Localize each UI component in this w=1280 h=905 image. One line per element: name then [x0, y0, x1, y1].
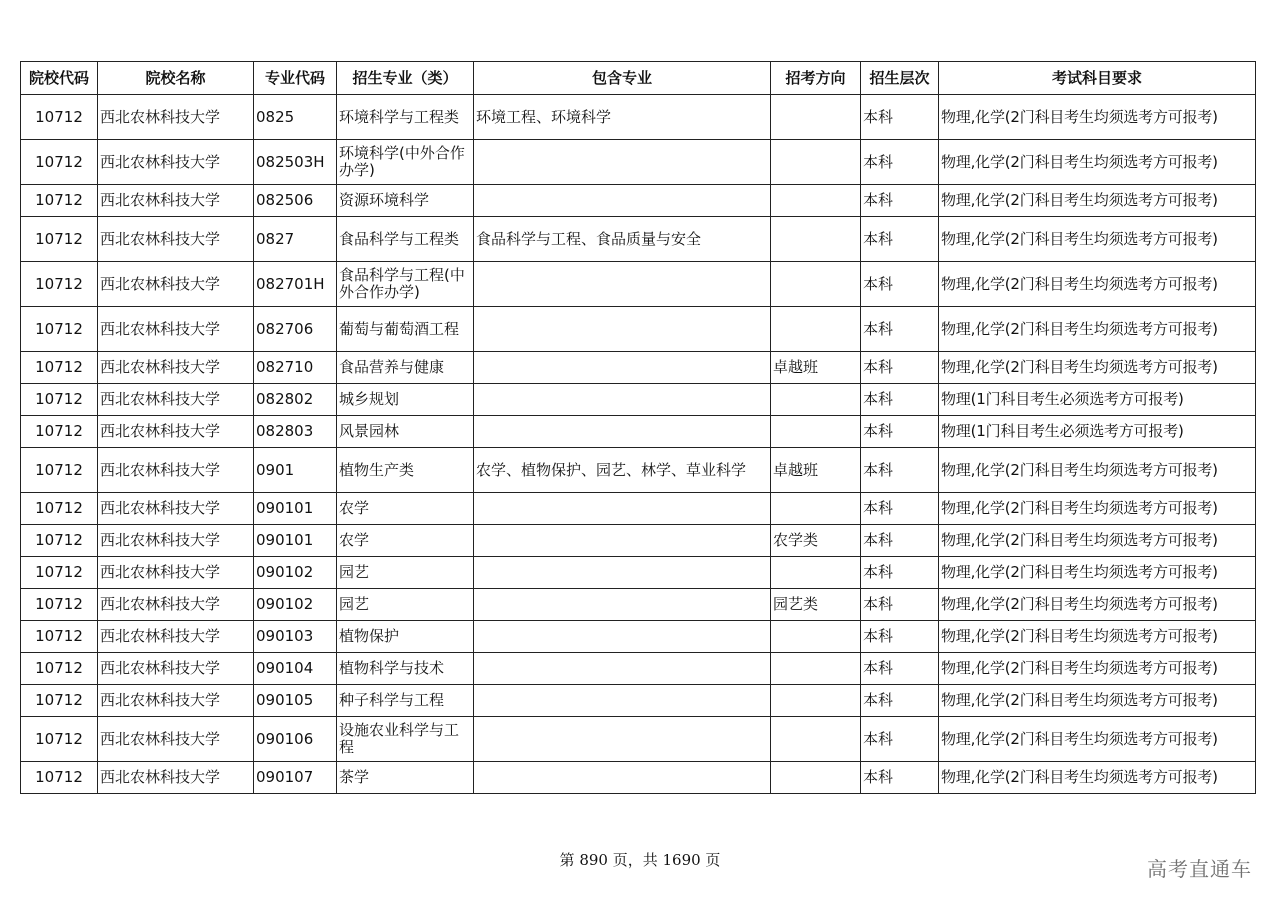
cell-direction: [771, 685, 861, 717]
cell-included-majors: [474, 685, 771, 717]
cell-school-name: 西北农林科技大学: [98, 448, 254, 493]
cell-major-code: 082701H: [254, 262, 337, 307]
cell-subject-requirement: 物理,化学(2门科目考生均须选考方可报考): [939, 493, 1256, 525]
cell-school-code: 10712: [21, 525, 98, 557]
table-row: [21, 653, 1256, 685]
cell-major-code: 082506: [254, 185, 337, 217]
cell-school-code: 10712: [21, 762, 98, 794]
cell-major: 园艺: [337, 589, 474, 621]
cell-direction: [771, 384, 861, 416]
header-subject-requirement: 考试科目要求: [939, 62, 1256, 95]
cell-school-code: 10712: [21, 352, 98, 384]
cell-major-code: 090102: [254, 589, 337, 621]
cell-level: 本科: [861, 416, 939, 448]
cell-school-code: 10712: [21, 653, 98, 685]
cell-major: 资源环境科学: [337, 185, 474, 217]
cell-direction: [771, 493, 861, 525]
cell-level: 本科: [861, 685, 939, 717]
cell-included-majors: [474, 185, 771, 217]
cell-school-name: 西北农林科技大学: [98, 589, 254, 621]
cell-school-name: 西北农林科技大学: [98, 493, 254, 525]
cell-major: 植物生产类: [337, 448, 474, 493]
cell-school-name: 西北农林科技大学: [98, 653, 254, 685]
cell-major-code: 090106: [254, 717, 337, 762]
cell-subject-requirement: 物理,化学(2门科目考生均须选考方可报考): [939, 685, 1256, 717]
cell-major: 环境科学与工程类: [337, 95, 474, 140]
cell-level: 本科: [861, 185, 939, 217]
cell-school-code: 10712: [21, 416, 98, 448]
cell-included-majors: [474, 416, 771, 448]
cell-major: 种子科学与工程: [337, 685, 474, 717]
cell-included-majors: [474, 262, 771, 307]
cell-level: 本科: [861, 217, 939, 262]
cell-school-name: 西北农林科技大学: [98, 185, 254, 217]
cell-school-code: 10712: [21, 493, 98, 525]
table-row: [21, 384, 1256, 416]
cell-level: 本科: [861, 525, 939, 557]
table-row: [21, 448, 1256, 493]
cell-included-majors: [474, 653, 771, 685]
cell-included-majors: [474, 352, 771, 384]
cell-direction: [771, 262, 861, 307]
cell-major-code: 082706: [254, 307, 337, 352]
cell-major: 食品科学与工程(中外合作办学): [337, 262, 474, 307]
table-row: [21, 557, 1256, 589]
cell-major: 食品科学与工程类: [337, 217, 474, 262]
cell-included-majors: [474, 621, 771, 653]
cell-school-name: 西北农林科技大学: [98, 762, 254, 794]
cell-direction: [771, 185, 861, 217]
cell-included-majors: 农学、植物保护、园艺、林学、草业科学: [474, 448, 771, 493]
table-row: [21, 493, 1256, 525]
cell-subject-requirement: 物理,化学(2门科目考生均须选考方可报考): [939, 140, 1256, 185]
cell-major-code: 090104: [254, 653, 337, 685]
cell-level: 本科: [861, 448, 939, 493]
cell-level: 本科: [861, 557, 939, 589]
table-row: [21, 352, 1256, 384]
cell-subject-requirement: 物理(1门科目考生必须选考方可报考): [939, 416, 1256, 448]
cell-school-name: 西北农林科技大学: [98, 717, 254, 762]
cell-major-code: 090101: [254, 493, 337, 525]
cell-subject-requirement: 物理,化学(2门科目考生均须选考方可报考): [939, 95, 1256, 140]
cell-school-code: 10712: [21, 95, 98, 140]
table-row: [21, 589, 1256, 621]
table-row: [21, 262, 1256, 307]
cell-subject-requirement: 物理,化学(2门科目考生均须选考方可报考): [939, 717, 1256, 762]
cell-school-name: 西北农林科技大学: [98, 352, 254, 384]
cell-level: 本科: [861, 262, 939, 307]
cell-direction: [771, 762, 861, 794]
table-row: [21, 140, 1256, 185]
cell-level: 本科: [861, 717, 939, 762]
cell-school-name: 西北农林科技大学: [98, 384, 254, 416]
table-row: [21, 717, 1256, 762]
cell-major-code: 082503H: [254, 140, 337, 185]
cell-school-name: 西北农林科技大学: [98, 621, 254, 653]
cell-school-code: 10712: [21, 717, 98, 762]
cell-included-majors: [474, 493, 771, 525]
cell-included-majors: 食品科学与工程、食品质量与安全: [474, 217, 771, 262]
cell-subject-requirement: 物理(1门科目考生必须选考方可报考): [939, 384, 1256, 416]
cell-major: 茶学: [337, 762, 474, 794]
cell-major: 风景园林: [337, 416, 474, 448]
cell-subject-requirement: 物理,化学(2门科目考生均须选考方可报考): [939, 307, 1256, 352]
cell-school-code: 10712: [21, 384, 98, 416]
cell-school-code: 10712: [21, 589, 98, 621]
header-direction: 招考方向: [771, 62, 861, 95]
cell-school-code: 10712: [21, 621, 98, 653]
cell-major-code: 0827: [254, 217, 337, 262]
cell-school-name: 西北农林科技大学: [98, 307, 254, 352]
cell-subject-requirement: 物理,化学(2门科目考生均须选考方可报考): [939, 262, 1256, 307]
cell-direction: [771, 307, 861, 352]
cell-direction: [771, 717, 861, 762]
cell-level: 本科: [861, 140, 939, 185]
cell-included-majors: 环境工程、环境科学: [474, 95, 771, 140]
cell-direction: 卓越班: [771, 448, 861, 493]
cell-level: 本科: [861, 493, 939, 525]
cell-school-name: 西北农林科技大学: [98, 557, 254, 589]
cell-school-code: 10712: [21, 140, 98, 185]
cell-level: 本科: [861, 589, 939, 621]
header-included-majors: 包含专业: [474, 62, 771, 95]
admissions-table: [20, 61, 1256, 794]
table-header-row: [21, 62, 1256, 95]
cell-major-code: 090101: [254, 525, 337, 557]
cell-direction: [771, 95, 861, 140]
cell-major-code: 082802: [254, 384, 337, 416]
cell-subject-requirement: 物理,化学(2门科目考生均须选考方可报考): [939, 557, 1256, 589]
cell-major: 设施农业科学与工程: [337, 717, 474, 762]
cell-level: 本科: [861, 384, 939, 416]
table-body: [21, 95, 1256, 794]
cell-level: 本科: [861, 621, 939, 653]
header-major-code: 专业代码: [254, 62, 337, 95]
table-row: [21, 685, 1256, 717]
cell-school-code: 10712: [21, 448, 98, 493]
table-row: [21, 621, 1256, 653]
cell-major: 植物科学与技术: [337, 653, 474, 685]
cell-school-code: 10712: [21, 685, 98, 717]
table-row: [21, 217, 1256, 262]
cell-direction: 农学类: [771, 525, 861, 557]
table-row: [21, 525, 1256, 557]
cell-school-name: 西北农林科技大学: [98, 416, 254, 448]
cell-major: 食品营养与健康: [337, 352, 474, 384]
cell-school-code: 10712: [21, 262, 98, 307]
cell-direction: [771, 621, 861, 653]
cell-subject-requirement: 物理,化学(2门科目考生均须选考方可报考): [939, 762, 1256, 794]
cell-direction: [771, 557, 861, 589]
cell-major: 农学: [337, 493, 474, 525]
cell-level: 本科: [861, 95, 939, 140]
cell-direction: [771, 416, 861, 448]
cell-school-name: 西北农林科技大学: [98, 140, 254, 185]
table-row: [21, 416, 1256, 448]
cell-school-name: 西北农林科技大学: [98, 525, 254, 557]
cell-school-name: 西北农林科技大学: [98, 262, 254, 307]
cell-major-code: 090103: [254, 621, 337, 653]
header-level: 招生层次: [861, 62, 939, 95]
cell-subject-requirement: 物理,化学(2门科目考生均须选考方可报考): [939, 185, 1256, 217]
cell-subject-requirement: 物理,化学(2门科目考生均须选考方可报考): [939, 448, 1256, 493]
cell-major-code: 090107: [254, 762, 337, 794]
cell-included-majors: [474, 307, 771, 352]
cell-school-name: 西北农林科技大学: [98, 217, 254, 262]
table-row: [21, 95, 1256, 140]
cell-school-code: 10712: [21, 557, 98, 589]
cell-major-code: 082710: [254, 352, 337, 384]
cell-direction: [771, 217, 861, 262]
cell-included-majors: [474, 557, 771, 589]
cell-major-code: 082803: [254, 416, 337, 448]
cell-school-code: 10712: [21, 217, 98, 262]
cell-major: 环境科学(中外合作办学): [337, 140, 474, 185]
cell-subject-requirement: 物理,化学(2门科目考生均须选考方可报考): [939, 352, 1256, 384]
cell-direction: 卓越班: [771, 352, 861, 384]
cell-major: 城乡规划: [337, 384, 474, 416]
cell-major: 园艺: [337, 557, 474, 589]
cell-direction: 园艺类: [771, 589, 861, 621]
cell-direction: [771, 140, 861, 185]
cell-subject-requirement: 物理,化学(2门科目考生均须选考方可报考): [939, 217, 1256, 262]
cell-school-name: 西北农林科技大学: [98, 95, 254, 140]
cell-major-code: 0901: [254, 448, 337, 493]
cell-level: 本科: [861, 352, 939, 384]
cell-major: 农学: [337, 525, 474, 557]
page-number: 第 890 页，共 1690 页: [559, 851, 721, 869]
cell-included-majors: [474, 589, 771, 621]
cell-level: 本科: [861, 762, 939, 794]
cell-subject-requirement: 物理,化学(2门科目考生均须选考方可报考): [939, 621, 1256, 653]
cell-level: 本科: [861, 653, 939, 685]
cell-school-code: 10712: [21, 185, 98, 217]
table-row: [21, 185, 1256, 217]
cell-included-majors: [474, 140, 771, 185]
cell-direction: [771, 653, 861, 685]
cell-included-majors: [474, 525, 771, 557]
cell-major: 植物保护: [337, 621, 474, 653]
watermark-text: 高考直通车: [1147, 857, 1252, 881]
cell-subject-requirement: 物理,化学(2门科目考生均须选考方可报考): [939, 525, 1256, 557]
cell-major-code: 0825: [254, 95, 337, 140]
cell-subject-requirement: 物理,化学(2门科目考生均须选考方可报考): [939, 653, 1256, 685]
header-school-name: 院校名称: [98, 62, 254, 95]
cell-school-name: 西北农林科技大学: [98, 685, 254, 717]
cell-major: 葡萄与葡萄酒工程: [337, 307, 474, 352]
table-row: [21, 307, 1256, 352]
cell-major-code: 090102: [254, 557, 337, 589]
table-row: [21, 762, 1256, 794]
cell-level: 本科: [861, 307, 939, 352]
cell-school-code: 10712: [21, 307, 98, 352]
cell-major-code: 090105: [254, 685, 337, 717]
header-major: 招生专业（类）: [337, 62, 474, 95]
cell-included-majors: [474, 717, 771, 762]
cell-included-majors: [474, 384, 771, 416]
header-school-code: 院校代码: [21, 62, 98, 95]
cell-included-majors: [474, 762, 771, 794]
cell-subject-requirement: 物理,化学(2门科目考生均须选考方可报考): [939, 589, 1256, 621]
